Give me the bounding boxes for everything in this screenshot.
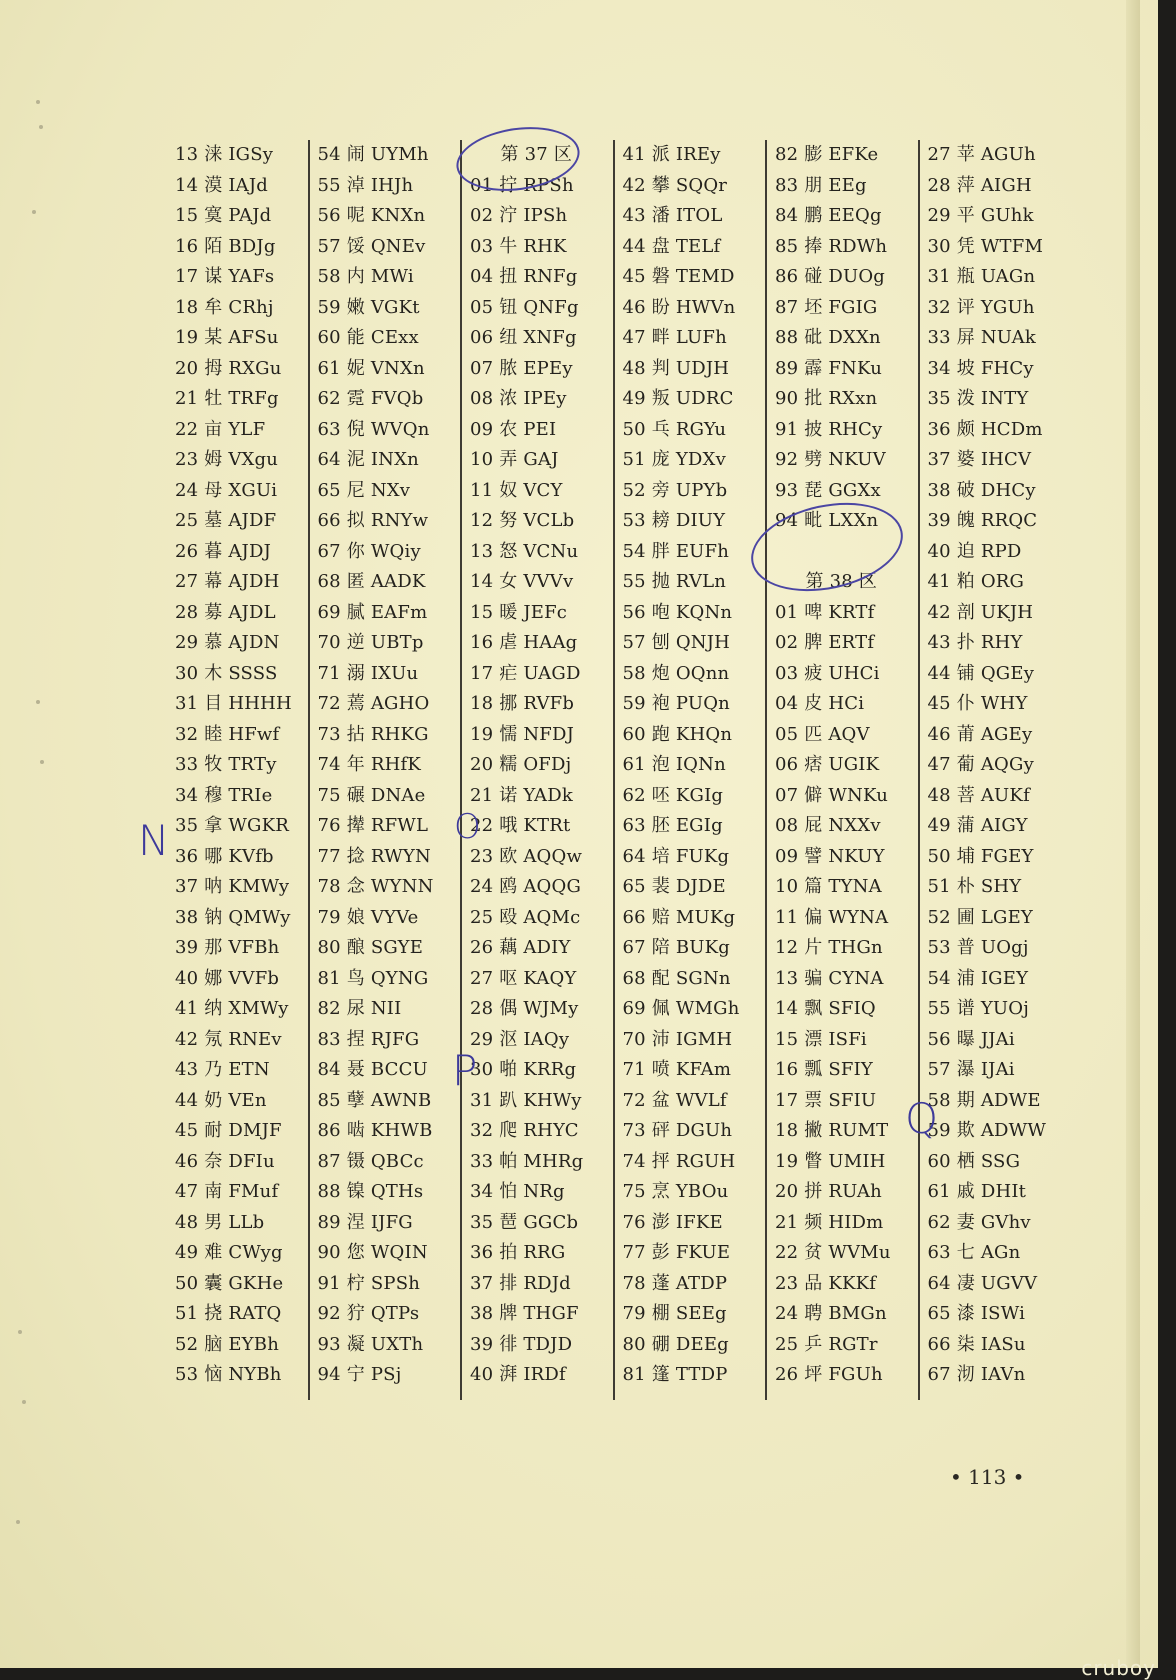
table-column (613, 140, 766, 1400)
code-entry: 91 柠 SPSh (317, 1272, 421, 1294)
code-entry: 61 妮 VNXn (317, 357, 425, 379)
code-entry: 71 喷 KFAm (622, 1059, 732, 1080)
code-entry: 92 劈 NKUV (775, 449, 886, 470)
code-entry: 38 破 DHCy (927, 479, 1036, 501)
code-entry: 14 漠 IAJd (175, 174, 268, 196)
code-entry: 74 抨 RGUH (622, 1150, 736, 1172)
code-entry: 36 颇 HCDm (927, 418, 1043, 440)
table-column (918, 140, 1071, 1400)
code-entry: 73 砰 DGUh (622, 1120, 733, 1141)
code-entry: 25 乒 RGTr (775, 1333, 878, 1355)
handwritten-letter-q: Q (905, 1094, 939, 1143)
code-entry: 91 披 RHCy (775, 418, 883, 440)
code-entry: 15 暖 JEFc (470, 601, 568, 623)
code-entry: 65 裴 DJDE (622, 876, 726, 897)
code-entry: 21 牡 TRFg (175, 388, 279, 409)
code-entry: 57 刨 QNJH (622, 632, 731, 653)
code-entry: 19 懦 NFDJ (470, 723, 575, 745)
code-entry: 51 庞 YDXv (622, 449, 726, 470)
code-entry: 67 沏 IAVn (927, 1364, 1026, 1385)
code-entry: 40 娜 VVFb (175, 967, 280, 989)
code-entry: 88 镍 QTHs (317, 1181, 424, 1202)
code-entry: 25 墓 AJDF (175, 510, 277, 531)
code-entry: 37 排 RDJd (470, 1272, 571, 1294)
code-entry: 33 牧 TRTy (175, 754, 277, 775)
table-column (155, 140, 308, 1400)
code-entry: 62 霓 FVQb (317, 388, 424, 409)
code-entry: 46 奈 DFIu (175, 1150, 275, 1172)
code-entry: 42 剖 UKJH (927, 601, 1034, 623)
code-entry: 12 片 THGn (775, 937, 883, 958)
code-entry: 21 诺 YADk (470, 784, 573, 806)
code-entry: 60 栖 SSG (927, 1150, 1021, 1172)
code-entry: 35 琶 GGCb (470, 1211, 579, 1233)
code-entry: 20 拇 RXGu (175, 357, 282, 379)
code-entry: 17 票 SFIU (775, 1089, 877, 1111)
code-entry: 03 疲 UHCi (775, 662, 880, 684)
code-entry: 29 平 GUhk (927, 205, 1034, 226)
code-entry: 20 糯 OFDj (470, 754, 572, 775)
code-entry: 30 凭 WTFM (927, 235, 1044, 257)
code-entry: 32 睦 HFwf (175, 723, 280, 745)
code-entry: 43 潘 ITOL (622, 205, 723, 226)
code-entry: 27 苹 AGUh (927, 144, 1036, 165)
code-entry: 05 钮 QNFg (470, 296, 579, 318)
code-entry: 33 屏 NUAk (927, 327, 1036, 348)
code-entry: 92 狞 QTPs (317, 1303, 420, 1324)
code-entry: 85 孽 AWNB (317, 1089, 432, 1111)
code-entry: 48 菩 AUKf (927, 784, 1030, 806)
code-entry: 22 贫 WVMu (775, 1242, 891, 1263)
code-entry: 13 怒 VCNu (470, 540, 579, 562)
code-entry: 87 坯 FGIG (775, 296, 878, 318)
code-entry: 29 沤 IAQy (470, 1028, 570, 1050)
code-entry: 37 婆 IHCV (927, 449, 1032, 470)
code-entry: 34 怕 NRg (470, 1181, 565, 1202)
code-entry: 44 奶 VEn (175, 1089, 267, 1111)
code-entry: 32 评 YGUh (927, 296, 1035, 318)
table-column (460, 140, 613, 1400)
code-entry: 76 撵 RFWL (317, 815, 429, 836)
code-entry: 62 妻 GVhv (927, 1211, 1031, 1233)
code-entry: 83 捏 RJFG (317, 1028, 420, 1050)
code-entry: 55 抛 RVLn (622, 571, 727, 592)
code-entry: 83 朋 EEg (775, 174, 867, 196)
code-entry: 07 脓 EPEy (470, 357, 573, 379)
code-entry: 12 努 VCLb (470, 510, 575, 531)
code-entry: 80 硼 DEEg (622, 1333, 729, 1355)
code-entry: 18 撇 RUMT (775, 1120, 889, 1141)
code-entry: 47 葡 AQGy (927, 754, 1034, 775)
code-entry: 48 判 UDJH (622, 357, 730, 379)
code-entry: 15 漂 ISFi (775, 1028, 867, 1050)
code-entry: 47 畔 LUFh (622, 327, 727, 348)
handwritten-letter-n: N (138, 816, 170, 865)
code-entry: 66 赔 MUKg (622, 906, 736, 928)
code-entry: 51 挠 RATQ (175, 1303, 282, 1324)
code-entry: 69 腻 EAFm (317, 601, 428, 623)
code-entry: 47 南 FMuf (175, 1181, 279, 1202)
code-entry: 21 频 HIDm (775, 1211, 884, 1233)
code-entry: 28 偶 WJMy (470, 998, 579, 1019)
page-edge (1126, 0, 1140, 1668)
code-entry: 08 屁 NXXv (775, 815, 881, 836)
binding-holes (6, 0, 46, 1668)
code-entry: 20 拼 RUAh (775, 1181, 882, 1202)
code-entry: 61 泡 IQNn (622, 754, 726, 775)
code-entry: 38 钠 QMWy (175, 906, 291, 928)
code-entry: 40 湃 IRDf (470, 1364, 566, 1385)
code-entry: 59 袍 PUQn (622, 693, 730, 714)
code-entry: 23 欧 AQQw (470, 845, 583, 867)
code-entry: 24 母 XGUi (175, 479, 278, 501)
code-entry: 15 寞 PAJd (175, 205, 272, 226)
code-entry: 01 拧 RPSh (470, 174, 574, 196)
code-entry: 26 坪 FGUh (775, 1364, 883, 1385)
code-entry: 16 虐 HAAg (470, 632, 578, 653)
code-entry: 94 宁 PSj (317, 1364, 402, 1385)
table-column (765, 140, 918, 1400)
code-entry: 57 瀑 IJAi (927, 1059, 1015, 1080)
code-entry: 49 蒲 AIGY (927, 815, 1028, 836)
code-entry: 50 乓 RGYu (622, 418, 727, 440)
code-entry: 54 浦 IGEY (927, 967, 1029, 989)
table-column (308, 140, 461, 1400)
code-entry: 36 拍 RRG (470, 1242, 566, 1263)
code-entry: 11 奴 VCY (470, 479, 563, 501)
code-entry: 54 闹 UYMh (317, 144, 429, 165)
code-entry: 42 攀 SQQr (622, 174, 728, 196)
code-entry: 44 铺 QGEy (927, 662, 1035, 684)
code-entry: 81 鸟 QYNG (317, 967, 429, 989)
code-entry: 49 叛 UDRC (622, 388, 734, 409)
code-entry: 41 粕 ORG (927, 571, 1025, 592)
code-entry: 19 瞥 UMIH (775, 1150, 886, 1172)
code-entry: 76 澎 IFKE (622, 1211, 723, 1233)
code-entry: 78 蓬 ATDP (622, 1272, 728, 1294)
code-entry: 55 淖 IHJh (317, 174, 414, 196)
code-entry: 65 尼 NXv (317, 479, 411, 501)
code-entry: 93 凝 UXTh (317, 1333, 424, 1355)
code-entry: 06 痞 UGIK (775, 754, 880, 775)
code-entry: 55 谱 YUOj (927, 998, 1030, 1019)
code-entry: 02 脾 ERTf (775, 632, 875, 653)
code-entry: 66 柒 IASu (927, 1333, 1026, 1355)
code-entry: 74 年 RHfK (317, 754, 422, 775)
code-entry: 06 纽 XNFg (470, 327, 577, 348)
code-entry: 34 坡 FHCy (927, 357, 1034, 379)
code-entry: 79 娘 VYVe (317, 906, 419, 928)
code-entry: 04 皮 HCi (775, 693, 865, 714)
code-entry: 84 聂 BCCU (317, 1059, 428, 1080)
code-entry: 82 尿 NII (317, 998, 402, 1019)
code-entry: 09 农 PEI (470, 418, 557, 440)
code-entry: 53 恼 NYBh (175, 1364, 282, 1385)
handwritten-letter-o: O (454, 807, 481, 847)
code-entry: 60 能 CExx (317, 327, 419, 348)
zone-header: 第 37 区 (500, 144, 573, 165)
code-entry: 26 暮 AJDJ (175, 540, 272, 562)
code-entry: 81 篷 TTDP (622, 1364, 728, 1385)
code-entry: 24 鸥 AQQG (470, 876, 582, 897)
code-entry: 70 沛 IGMH (622, 1028, 733, 1050)
code-entry: 63 七 AGn (927, 1242, 1021, 1263)
code-entry: 31 瓶 UAGn (927, 266, 1036, 287)
code-entry: 61 戚 DHIt (927, 1181, 1027, 1202)
code-entry: 22 哦 KTRt (470, 815, 571, 836)
code-entry: 75 烹 YBOu (622, 1181, 729, 1202)
code-entry: 87 镊 QBCc (317, 1150, 424, 1172)
code-entry: 52 圃 LGEY (927, 906, 1034, 928)
page-number: • 113 • (950, 1465, 1025, 1489)
code-entry: 28 萍 AIGH (927, 174, 1032, 196)
code-entry: 82 膨 EFKe (775, 144, 879, 165)
code-entry: 08 浓 IPEy (470, 388, 567, 409)
zone-header: 第 38 区 (805, 571, 878, 592)
code-entry: 17 疟 UAGD (470, 662, 581, 684)
code-entry: 01 啤 KRTf (775, 601, 875, 623)
code-entry: 44 盘 TELf (622, 235, 721, 257)
code-entry: 58 炮 OQnn (622, 662, 730, 684)
code-entry: 46 莆 AGEy (927, 723, 1033, 745)
code-entry: 56 咆 KQNn (622, 601, 733, 623)
code-entry: 69 佩 WMGh (622, 998, 740, 1019)
code-entry: 22 亩 YLF (175, 418, 266, 440)
code-entry: 30 啪 KRRg (470, 1059, 577, 1080)
code-entry: 77 彭 FKUE (622, 1242, 731, 1263)
code-entry: 29 慕 AJDN (175, 632, 280, 653)
code-entry: 18 牟 CRhj (175, 296, 274, 318)
code-entry: 67 你 WQiy (317, 540, 421, 562)
code-entry: 27 呕 KAQY (470, 967, 577, 989)
code-entry: 63 胚 EGIg (622, 815, 723, 836)
code-entry: 63 倪 WVQn (317, 418, 430, 440)
code-entry: 02 泞 IPSh (470, 205, 568, 226)
code-entry: 90 批 RXxn (775, 388, 878, 409)
code-entry: 31 趴 KHWy (470, 1089, 582, 1111)
code-entry: 58 期 ADWE (927, 1089, 1041, 1111)
code-entry: 77 捻 RWYN (317, 845, 431, 867)
code-entry: 45 磐 TEMD (622, 266, 735, 287)
code-entry: 57 馁 QNEv (317, 235, 426, 257)
code-entry: 34 穆 TRIe (175, 784, 273, 806)
code-entry: 78 念 WYNN (317, 876, 434, 897)
handwritten-letter-p: P (452, 1046, 478, 1095)
code-entry: 46 盼 HWVn (622, 296, 736, 318)
code-entry: 24 聘 BMGn (775, 1303, 887, 1324)
code-entry: 54 胖 EUFh (622, 540, 730, 562)
code-entry: 35 拿 WGKR (175, 815, 290, 836)
code-entry: 88 砒 DXXn (775, 327, 881, 348)
code-entry: 50 囊 GKHe (175, 1272, 284, 1294)
code-entry: 09 譬 NKUY (775, 845, 885, 867)
code-entry: 18 挪 RVFb (470, 693, 575, 714)
code-entry: 64 凄 UGVV (927, 1272, 1038, 1294)
code-entry: 39 那 VFBh (175, 937, 280, 958)
code-entry: 89 霹 FNKu (775, 357, 883, 379)
code-entry: 11 偏 WYNA (775, 906, 889, 928)
code-entry: 41 纳 XMWy (175, 998, 289, 1019)
code-entry: 17 谋 YAFs (175, 266, 275, 287)
code-entry: 45 耐 DMJF (175, 1120, 282, 1141)
code-entry: 86 碰 DUOg (775, 266, 886, 287)
code-entry: 84 鹏 EEQg (775, 205, 882, 226)
code-entry: 41 派 IREy (622, 144, 721, 165)
code-entry: 28 募 AJDL (175, 601, 276, 623)
watermark: cruboy (1081, 1656, 1156, 1680)
code-entry: 89 涅 IJFG (317, 1211, 413, 1233)
code-entry: 39 魄 RRQC (927, 510, 1038, 531)
code-entry: 64 培 FUKg (622, 845, 730, 867)
code-entry: 43 扑 RHY (927, 632, 1023, 653)
code-entry: 35 泼 INTY (927, 388, 1029, 409)
code-entry: 71 溺 IXUu (317, 662, 419, 684)
code-entry: 49 难 CWyg (175, 1242, 283, 1263)
code-entry: 13 涞 IGSy (175, 144, 274, 165)
code-entry: 90 您 WQIN (317, 1242, 428, 1263)
code-entry: 32 爬 RHYC (470, 1120, 579, 1141)
code-entry: 75 碾 DNAe (317, 784, 426, 806)
code-entry: 59 欺 ADWW (927, 1120, 1047, 1141)
code-entry: 14 女 VVVv (470, 571, 574, 592)
code-entry: 19 某 AFSu (175, 327, 279, 348)
code-entry: 04 扭 RNFg (470, 266, 578, 287)
code-entry: 30 木 SSSS (175, 662, 278, 684)
code-entry: 66 拟 RNYw (317, 510, 429, 531)
code-entry: 53 普 UOgj (927, 937, 1029, 958)
code-entry: 07 僻 WNKu (775, 784, 889, 806)
code-entry: 67 陪 BUKg (622, 937, 731, 958)
code-entry: 56 呢 KNXn (317, 205, 426, 226)
code-entry: 60 跑 KHQn (622, 723, 733, 745)
code-entry: 59 嫩 VGKt (317, 296, 420, 318)
code-table (155, 140, 1070, 1400)
code-entry: 45 仆 WHY (927, 693, 1028, 714)
code-entry: 85 捧 RDWh (775, 235, 888, 257)
code-entry: 52 旁 UPYb (622, 479, 728, 501)
code-entry: 13 骗 CYNA (775, 967, 884, 989)
code-entry: 39 徘 TDJD (470, 1333, 573, 1355)
code-entry: 72 蔫 AGHO (317, 693, 430, 714)
code-entry: 56 曝 JJAi (927, 1028, 1015, 1050)
code-entry: 26 藕 ADIY (470, 937, 571, 958)
code-entry: 16 陌 BDJg (175, 235, 276, 257)
code-entry: 03 牛 RHK (470, 235, 567, 257)
code-entry: 23 品 KKKf (775, 1272, 877, 1294)
code-entry: 10 弄 GAJ (470, 449, 559, 470)
code-entry: 53 耪 DIUY (622, 510, 726, 531)
code-entry: 73 拈 RHKG (317, 723, 429, 745)
code-entry: 72 盆 WVLf (622, 1089, 727, 1111)
code-entry: 79 棚 SEEg (622, 1303, 727, 1324)
code-entry: 94 毗 LXXn (775, 510, 879, 531)
code-entry: 48 男 LLb (175, 1211, 265, 1233)
code-entry: 51 朴 SHY (927, 876, 1022, 897)
code-entry: 14 飘 SFIQ (775, 998, 876, 1019)
code-entry: 42 氖 RNEv (175, 1028, 282, 1050)
code-entry: 52 脑 EYBh (175, 1333, 279, 1355)
code-entry: 64 泥 INXn (317, 449, 419, 470)
code-entry: 16 瓢 SFIY (775, 1059, 873, 1080)
code-entry: 70 逆 UBTp (317, 632, 424, 653)
code-entry: 43 乃 ETN (175, 1059, 270, 1080)
code-entry: 58 内 MWi (317, 266, 414, 287)
code-entry: 50 埔 FGEY (927, 845, 1034, 867)
code-entry: 65 漆 ISWi (927, 1303, 1026, 1324)
code-entry: 23 姆 VXgu (175, 449, 279, 470)
code-entry: 31 目 HHHH (175, 693, 292, 714)
code-entry: 40 迫 RPD (927, 540, 1022, 562)
code-entry: 37 呐 KMWy (175, 876, 290, 897)
code-entry: 25 殴 AQMc (470, 906, 581, 928)
code-entry: 05 匹 AQV (775, 723, 870, 745)
code-entry: 27 幕 AJDH (175, 571, 280, 592)
code-entry: 86 啮 KHWB (317, 1120, 433, 1141)
code-entry: 80 酿 SGYE (317, 937, 424, 958)
code-entry: 62 呸 KGIg (622, 784, 724, 806)
code-entry: 10 篇 TYNA (775, 876, 882, 897)
code-entry: 93 琵 GGXx (775, 479, 881, 501)
code-entry: 36 哪 KVfb (175, 845, 274, 867)
code-entry: 68 匿 AADK (317, 571, 426, 592)
code-entry: 38 牌 THGF (470, 1303, 579, 1324)
code-entry: 33 帕 MHRg (470, 1150, 584, 1172)
code-entry: 68 配 SGNn (622, 967, 731, 989)
